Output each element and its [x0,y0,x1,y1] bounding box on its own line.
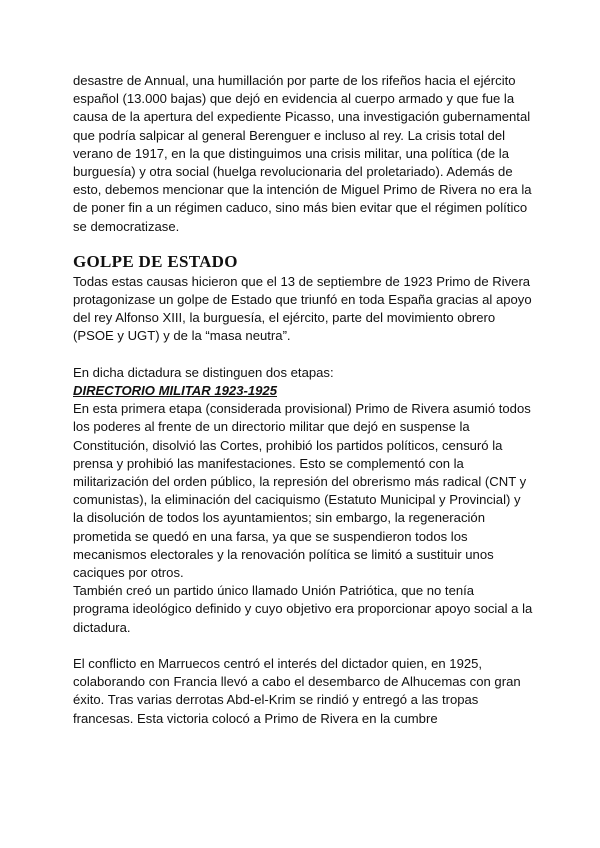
marruecos-paragraph: El conflicto en Marruecos centró el interés del dictador quien, en 1925, colaborando con Francia llevó a cabo el desembarco de Alhucemas con gran éxito. Tras varias derrotas Abd-el-Krim se rindió y entregó a las tropas francesas. Esta victoria colocó a Primo de Rivera en la cumbre [73,656,521,726]
document-page [73,72,533,728]
directorio-paragraph: En esta primera etapa (considerada provisional) Primo de Rivera asumió todos los poderes al frente de un directorio militar que dejó en suspense la Constitución, disolvió las Cortes, prohibió los partidos políticos, censuró la prensa y prohibió las manifestaciones. Esto se complementó con la militarización del orden público, la represión del obrerismo más radical (CNT y comunistas), la eliminación del caciquismo (Estatuto Municipal y Provincial) y la disolución de todos los ayuntamientos; sin embargo, la regeneración prometida se quedó en una farsa, ya que se suspendieron todos los mecanismos electorales y la renovación política se limitó a sustituir unos caciques por otros. [73,401,531,581]
intro-paragraph: desastre de Annual, una humillación por parte de los rifeños hacia el ejército español (13.000 bajas) que dejó en evidencia al cuerpo armado y que fue la causa de la apertura del expediente Picasso, una investigación gubernamental que podría salpicar al general Berenguer e incluso al rey. La crisis total del verano de 1917, en la que distinguimos una crisis militar, una política (de la burguesía) y otra social (huelga revolucionaria del proletariado). Además de esto, debemos mencionar que la intención de Miguel Primo de Rivera no era la de poner fin a un régimen caduco, sino más bien evitar que el régimen político se democratizase. [73,73,532,234]
spacer [73,637,533,655]
partido-paragraph: También creó un partido único llamado Unión Patriótica, que no tenía programa ideológico definido y cuyo objetivo era proporcionar apoyo social a la dictadura. [73,583,533,635]
golpe-paragraph: Todas estas causas hicieron que el 13 de septiembre de 1923 Primo de Rivera protagonizase un golpe de Estado que triunfó en toda España gracias al apoyo del rey Alfonso XIII, la burguesía, el ejército, parte del movimiento obrero (PSOE y UGT) y de la “masa neutra”. [73,273,532,344]
subheading-directorio: DIRECTORIO MILITAR 1923-1925 [73,383,277,399]
spacer [73,346,533,364]
etapas-intro: En dicha dictadura se distinguen dos etapas: [73,364,334,380]
section-heading: GOLPE DE ESTADO [73,251,238,271]
